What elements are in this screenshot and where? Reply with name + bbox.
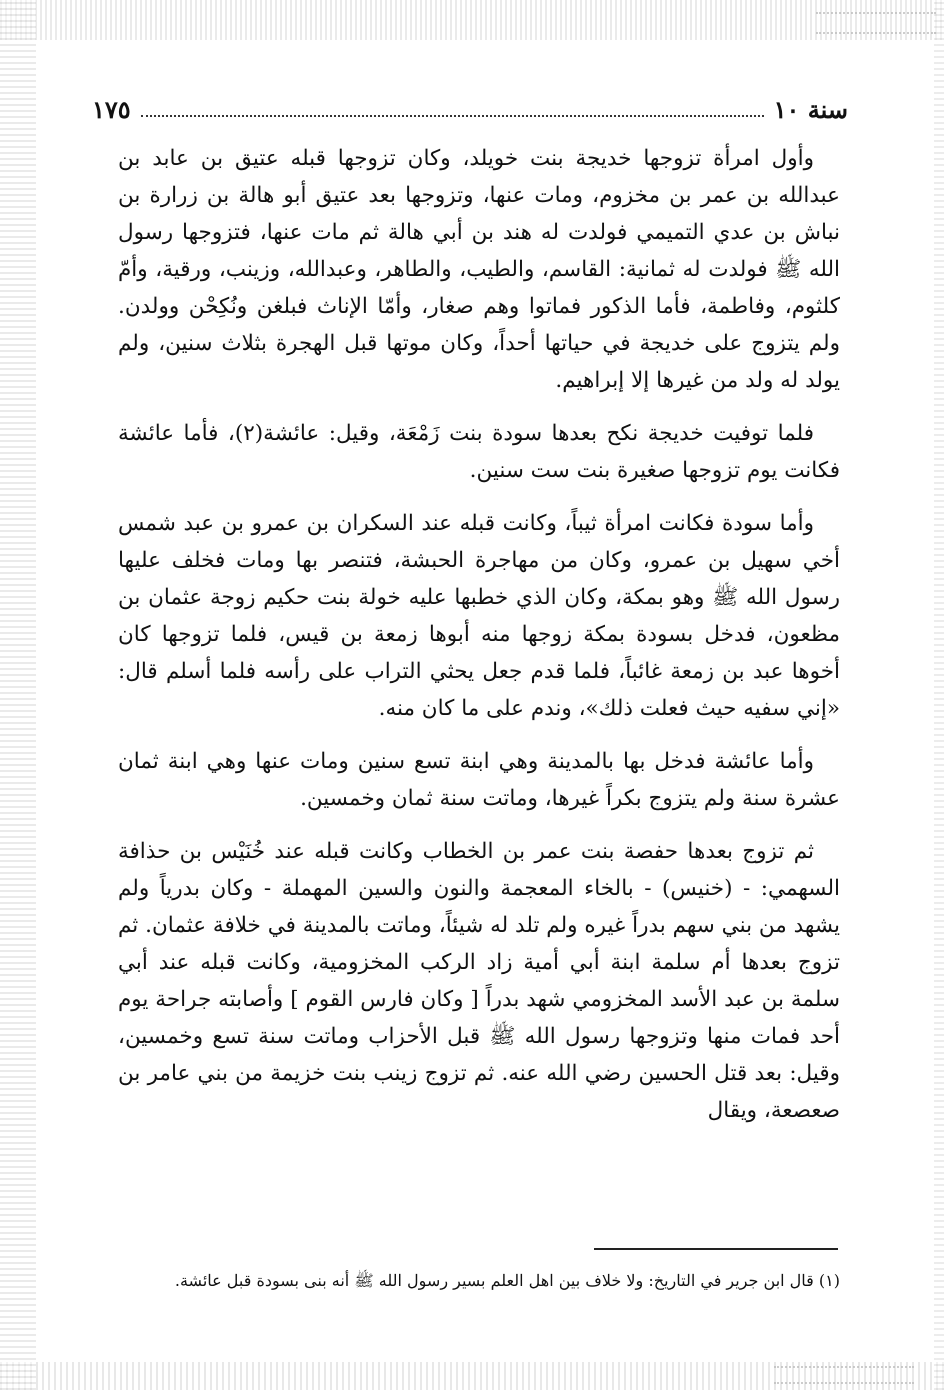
page-number: ١٧٥ <box>92 95 131 124</box>
page-header <box>92 88 848 124</box>
page-border-top <box>0 0 944 40</box>
ornament-bottom-right <box>774 1366 914 1384</box>
paragraph: فلما توفيت خديجة نكح بعدها سودة بنت زَمْعَة، وقيل: عائشة(٢)، فأما عائشة فكانت يوم تزوجها صغيرة بنت ست سنين. <box>118 421 840 483</box>
paragraph: وأما سودة فكانت امرأة ثيباً، وكانت قبله عند السكران بن عمرو بن عبد شمس أخي سهيل بن عمرو، وكان من مهاجرة الحبشة، فتنصر بها ومات فخلف عليها رسول الله ﷺ وهو بمكة، وكان الذي خطبها عليه خولة بنت حكيم زوجة عثمان بن مظعون، فدخل بسودة بمكة زوجها منه أبوها زمعة بن قيس، فلما تزوجها كان أخوها عبد بن زمعة غائباً، فلما قدم جعل يحثي التراب على رأسه فلما أسلم قال: «إني سفيه حيث فعلت ذلك»، وندم على ما كان منه. <box>118 511 840 721</box>
ornament-top-right <box>816 12 936 34</box>
footnote-separator <box>594 1248 838 1250</box>
running-title: سنة ١٠ <box>773 95 848 124</box>
page-border-left <box>0 0 36 1390</box>
footnote: (١) قال ابن جرير في التاريخ: ولا خلاف بين اهل العلم بسير رسول الله ﷺ أنه بنى بسودة قبل عائشة. <box>174 1271 840 1290</box>
paragraph: ثم تزوج بعدها حفصة بنت عمر بن الخطاب وكانت قبله عند خُنَيْس بن حذافة السهمي: - (خنيس) - بالخاء المعجمة والنون والسين المهملة - وكان بدرياً ولم يشهد من بني سهم بدراً غيره ولم تلد له شيئاً، وماتت بالمدينة في خلافة عثمان. ثم تزوج بعدها أم سلمة ابنة أبي أمية زاد الركب المخزومية، وكانت قبله عند أبي سلمة بن عبد الأسد المخزومي شهد بدراً [ وكان فارس القوم ] وأصابته جراحة يوم أحد فمات منها وتزوجها رسول الله ﷺ قبل الأحزاب وماتت سنة تسع وخمسين، وقيل: بعد قتل الحسين رضي الله عنه. ثم تزوج زينب بنت خزيمة من بني عامر بن صعصعة، ويقال <box>118 839 840 1123</box>
header-leader-dots <box>141 114 764 117</box>
paragraph: وأول امرأة تزوجها خديجة بنت خويلد، وكان تزوجها قبله عتيق بن عابد بن عبدالله بن عمر بن مخزوم، ومات عنها، وتزوجها بعد عتيق أبو هالة بن زرارة بن نباش بن عدي التميمي فولدت له هند بن أبي هالة ثم مات عنها، فتزوجها رسول الله ﷺ فولدت له ثمانية: القاسم، والطيب، والطاهر، وعبدالله، وزينب، ورقية، وأمّ كلثوم، وفاطمة، فأما الذكور فماتوا وهم صغار، وأمّا الإناث فبلغن ونُكِحْن وولدن. ولم يتزوج على خديجة في حياتها أحداً، وكان موتها قبل الهجرة بثلاث سنين، ولم يولد له ولد من غيرها إلا إبراهيم. <box>118 146 840 393</box>
paragraph: وأما عائشة فدخل بها بالمدينة وهي ابنة تسع سنين ومات عنها وهي ابنة ثمان عشرة سنة ولم يتزوج بكراً غيرها، وماتت سنة ثمان وخمسين. <box>118 749 840 811</box>
main-text <box>118 140 840 1129</box>
page-border-right <box>934 0 944 1390</box>
